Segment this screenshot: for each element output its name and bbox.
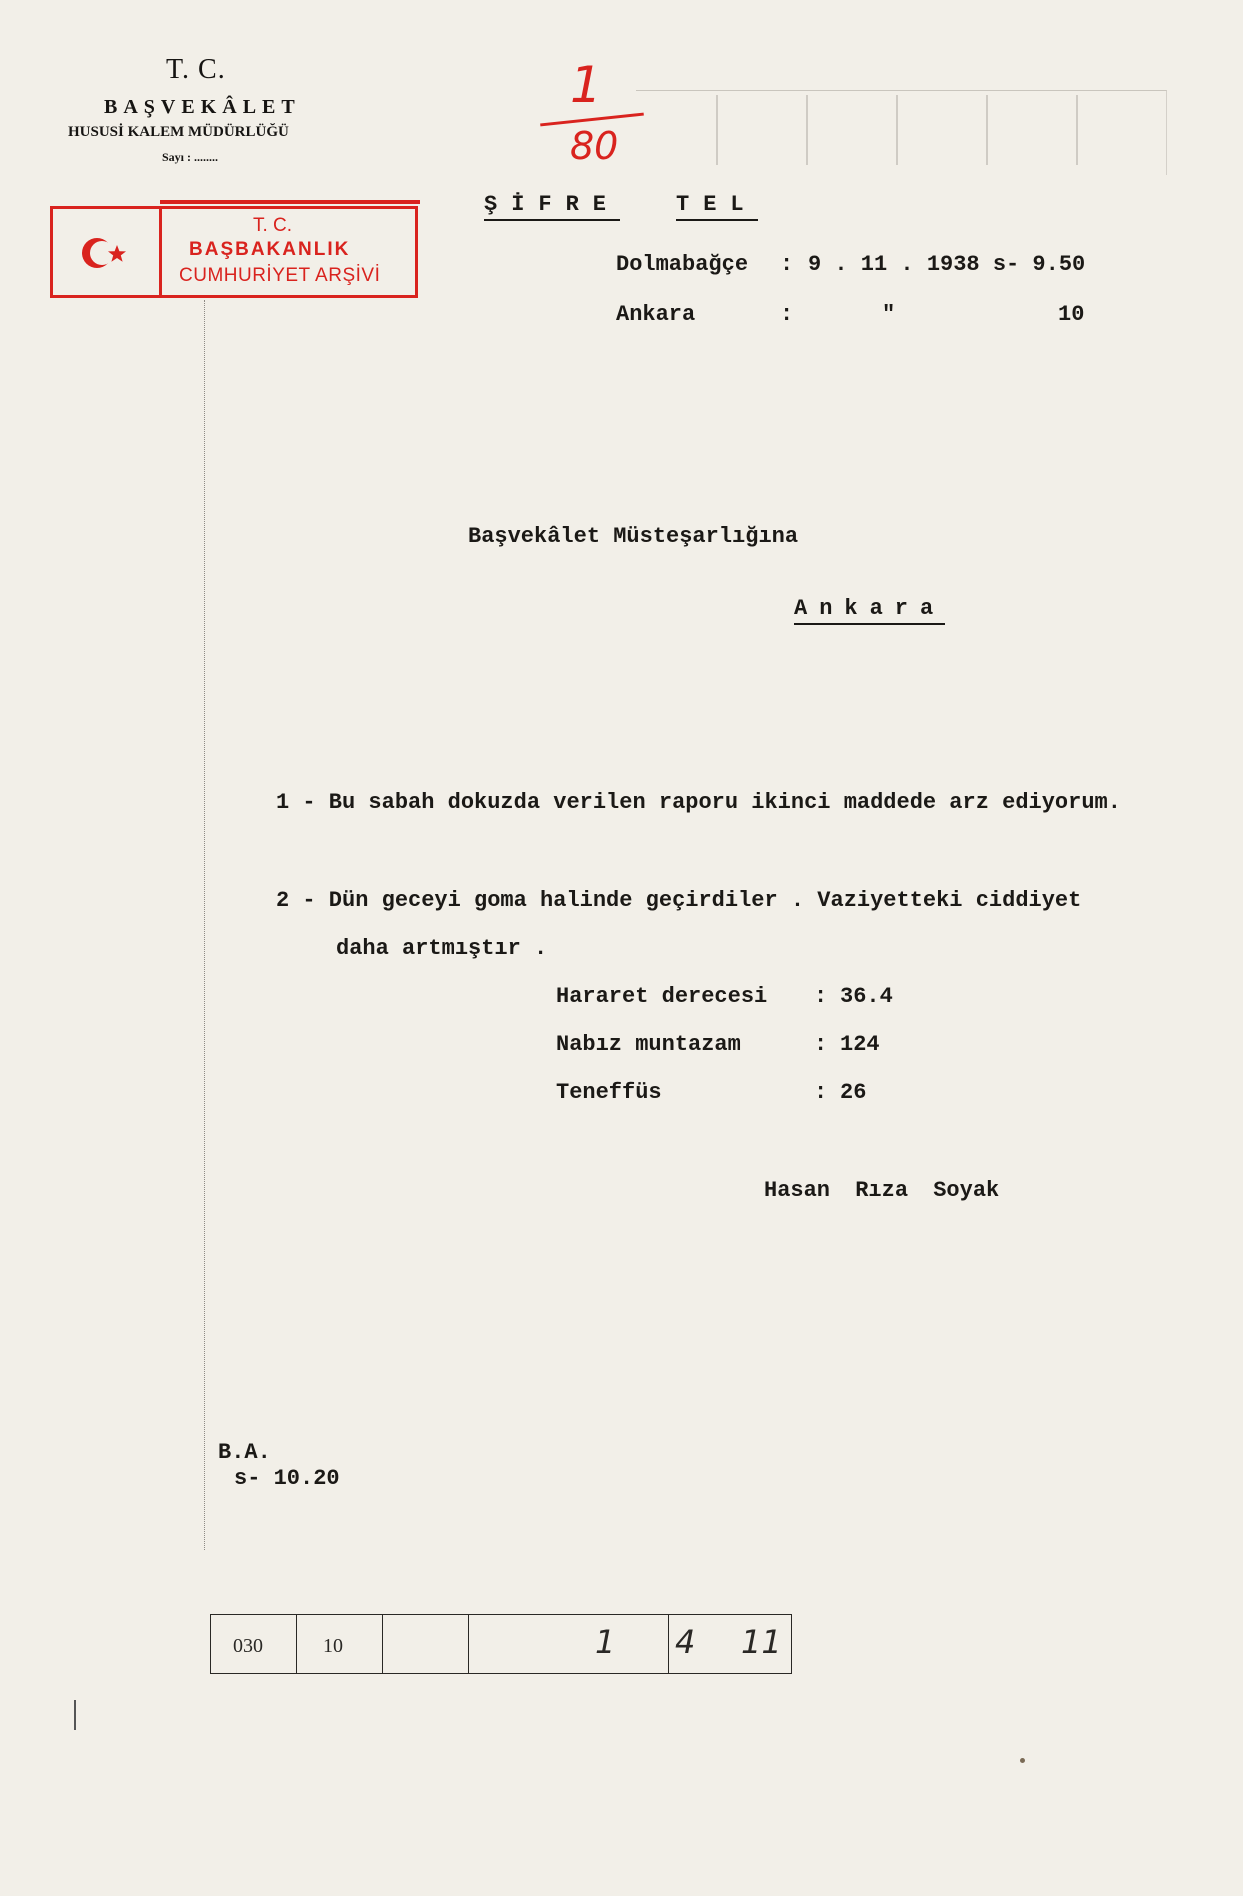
letterhead-sayi: Sayı : ........ bbox=[162, 150, 219, 164]
vital-sep-teneffus: : bbox=[814, 1080, 828, 1105]
margin-mark bbox=[74, 1700, 76, 1730]
archive-sub: 10 bbox=[323, 1635, 343, 1657]
handwritten-page-number: 1 bbox=[570, 56, 602, 114]
vital-label-teneffus: Teneffüs bbox=[556, 1080, 662, 1105]
vital-sep-nabiz: : bbox=[814, 1032, 828, 1057]
origin-separator: : bbox=[780, 252, 794, 277]
body-item-2-line-1: 2 - Dün geceyi goma halinde geçirdiler . Vaziyetteki ciddiyet bbox=[276, 888, 1082, 913]
letterhead-tc: T. C. bbox=[166, 54, 226, 85]
archive-hand-1: 1 bbox=[595, 1623, 616, 1661]
destination-separator: : bbox=[780, 302, 794, 327]
body-item-1: 1 - Bu sabah dokuzda verilen raporu ikinci maddede arz ediyorum. bbox=[276, 790, 1121, 815]
stamp-tc: T. C. bbox=[253, 215, 293, 236]
destination-ditto: " bbox=[882, 302, 896, 327]
letterhead-basvekalet: BAŞVEKÂLET bbox=[104, 96, 301, 118]
addressee-line: Başvekâlet Müsteşarlığına bbox=[468, 524, 799, 549]
crescent-star-icon bbox=[79, 235, 133, 271]
letterhead-hususi-kalem: HUSUSİ KALEM MÜDÜRLÜĞÜ bbox=[68, 124, 289, 140]
destination-time: 10 bbox=[1058, 302, 1085, 327]
archive-hand-2: 4 bbox=[675, 1623, 696, 1661]
stamp-cumhuriyet-arsivi: CUMHURİYET ARŞİVİ bbox=[179, 265, 381, 286]
origin-datetime: 9 . 11 . 1938 s- 9.50 bbox=[808, 252, 1086, 277]
margin-dotted-line bbox=[204, 300, 205, 1550]
signature: Hasan Rıza Soyak bbox=[764, 1178, 1000, 1203]
vital-value-hararet: 36.4 bbox=[840, 984, 893, 1009]
addressee-city: Ankara bbox=[794, 596, 945, 625]
telegram-title: ŞİFRE bbox=[484, 192, 620, 221]
vital-label-hararet: Hararet derecesi bbox=[556, 984, 768, 1009]
vital-value-teneffus: 26 bbox=[840, 1080, 867, 1105]
vital-label-nabiz: Nabız muntazam bbox=[556, 1032, 741, 1057]
vital-sep-hararet: : bbox=[814, 984, 828, 1009]
handwritten-page-total: 80 bbox=[570, 124, 619, 168]
origin-label: Dolmabağçe bbox=[616, 252, 749, 277]
destination-label: Ankara bbox=[616, 302, 696, 327]
archive-reference-box bbox=[210, 1614, 792, 1674]
archive-stamp bbox=[50, 206, 418, 298]
archive-fond: 030 bbox=[233, 1635, 263, 1657]
paper-spot bbox=[1020, 1758, 1025, 1763]
footer-initials: B.A. bbox=[218, 1440, 271, 1465]
telegram-subtitle: TEL bbox=[676, 192, 758, 221]
archive-hand-3: 11 bbox=[741, 1623, 782, 1661]
body-item-2-line-2: daha artmıştır . bbox=[336, 936, 548, 961]
stamp-basbakanlik: BAŞBAKANLIK bbox=[189, 239, 351, 260]
vital-value-nabiz: 124 bbox=[840, 1032, 880, 1057]
footer-time: s- 10.20 bbox=[234, 1466, 340, 1491]
faint-top-box bbox=[636, 90, 1167, 175]
stamp-top-line bbox=[160, 200, 420, 204]
